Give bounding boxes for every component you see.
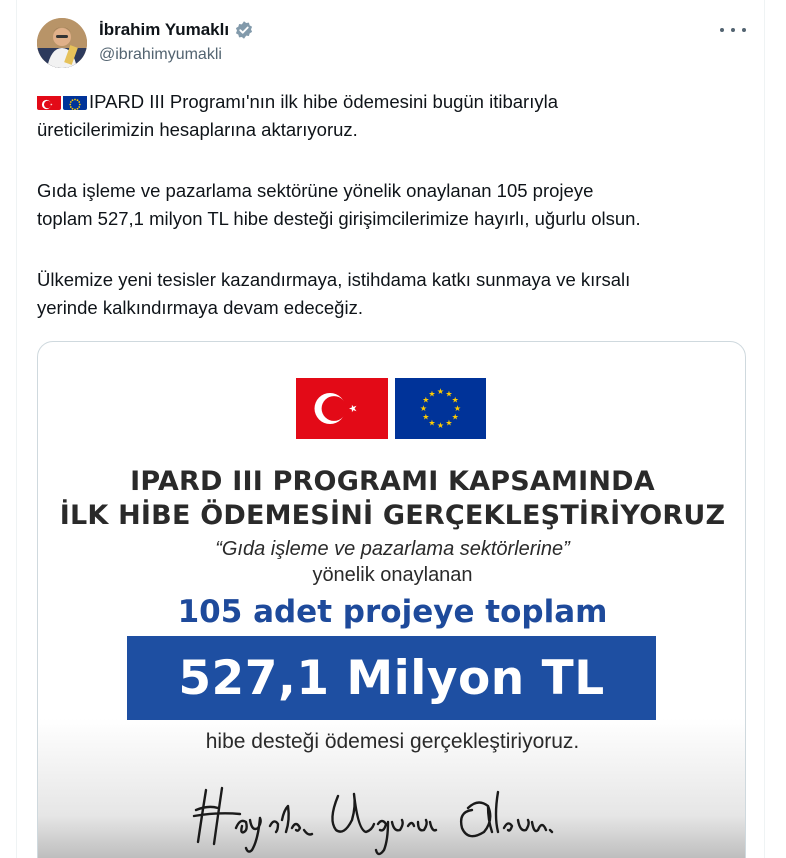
eu-flag-icon xyxy=(63,93,87,110)
svg-text:★: ★ xyxy=(436,387,445,396)
tweet-paragraph-3 xyxy=(37,266,757,322)
svg-text:★: ★ xyxy=(451,395,459,405)
author-name[interactable]: İbrahim Yumaklı xyxy=(99,20,230,39)
author-handle[interactable]: @ibrahimyumakli xyxy=(99,46,222,63)
svg-text:★: ★ xyxy=(428,418,436,428)
svg-text:★: ★ xyxy=(428,389,436,399)
tweet-line-2b: toplam 527,1 milyon TL hibe desteği girişimcilerimize hayırlı, uğurlu olsun. xyxy=(37,208,641,229)
tweet-line-2a: Gıda işleme ve pazarlama sektörüne yönelik onaylanan 105 projeye xyxy=(37,180,594,201)
card-quote: “Gıda işleme ve pazarlama sektörlerine” xyxy=(215,538,570,560)
svg-text:★: ★ xyxy=(419,404,428,413)
author-avatar[interactable] xyxy=(37,18,87,68)
card-payment-text: hibe desteği ödemesi gerçekleştiriyoruz. xyxy=(205,730,580,753)
svg-text:★: ★ xyxy=(445,418,453,428)
svg-text:★: ★ xyxy=(422,395,430,405)
media-card[interactable] xyxy=(37,341,746,858)
card-amount: 527,1 Milyon TL xyxy=(178,650,605,706)
svg-text:★: ★ xyxy=(453,404,462,413)
svg-text:★: ★ xyxy=(422,412,430,422)
tweet-line-3a: Ülkemize yeni tesisler kazandırmaya, istihdama katkı sunmaya ve kırsalı xyxy=(37,269,631,290)
turkey-flag-icon xyxy=(37,93,61,110)
tweet-paragraph-2 xyxy=(37,177,757,233)
svg-text:★: ★ xyxy=(451,412,459,422)
turkey-flag-image xyxy=(296,378,388,439)
eu-flag-image xyxy=(395,378,486,439)
card-headline-1: IPARD III PROGRAMI KAPSAMINDA xyxy=(130,466,655,497)
card-subtitle: yönelik onaylanan xyxy=(312,564,473,586)
avatar-image xyxy=(37,18,87,68)
tweet-paragraph-1 xyxy=(37,88,757,144)
author-block xyxy=(99,19,254,64)
amount-banner xyxy=(127,636,656,720)
tweet-line-3b: yerinde kalkındırmaya devam edeceğiz. xyxy=(37,297,363,318)
signature-image xyxy=(188,770,608,858)
more-options-icon[interactable] xyxy=(720,20,746,40)
tweet-text xyxy=(37,88,757,355)
svg-text:★: ★ xyxy=(445,389,453,399)
tweet-line-1a: IPARD III Programı'nın ilk hibe ödemesini bugün itibarıyla xyxy=(89,91,558,112)
verified-badge-icon xyxy=(234,20,254,40)
svg-text:★: ★ xyxy=(436,421,445,430)
tweet-line-1b: üreticilerimizin hesaplarına aktarıyoruz. xyxy=(37,119,358,140)
card-projects: 105 adet projeye toplam xyxy=(177,594,608,630)
card-headline-2: İLK HİBE ÖDEMESİNİ GERÇEKLEŞTİRİYORUZ xyxy=(59,500,726,531)
